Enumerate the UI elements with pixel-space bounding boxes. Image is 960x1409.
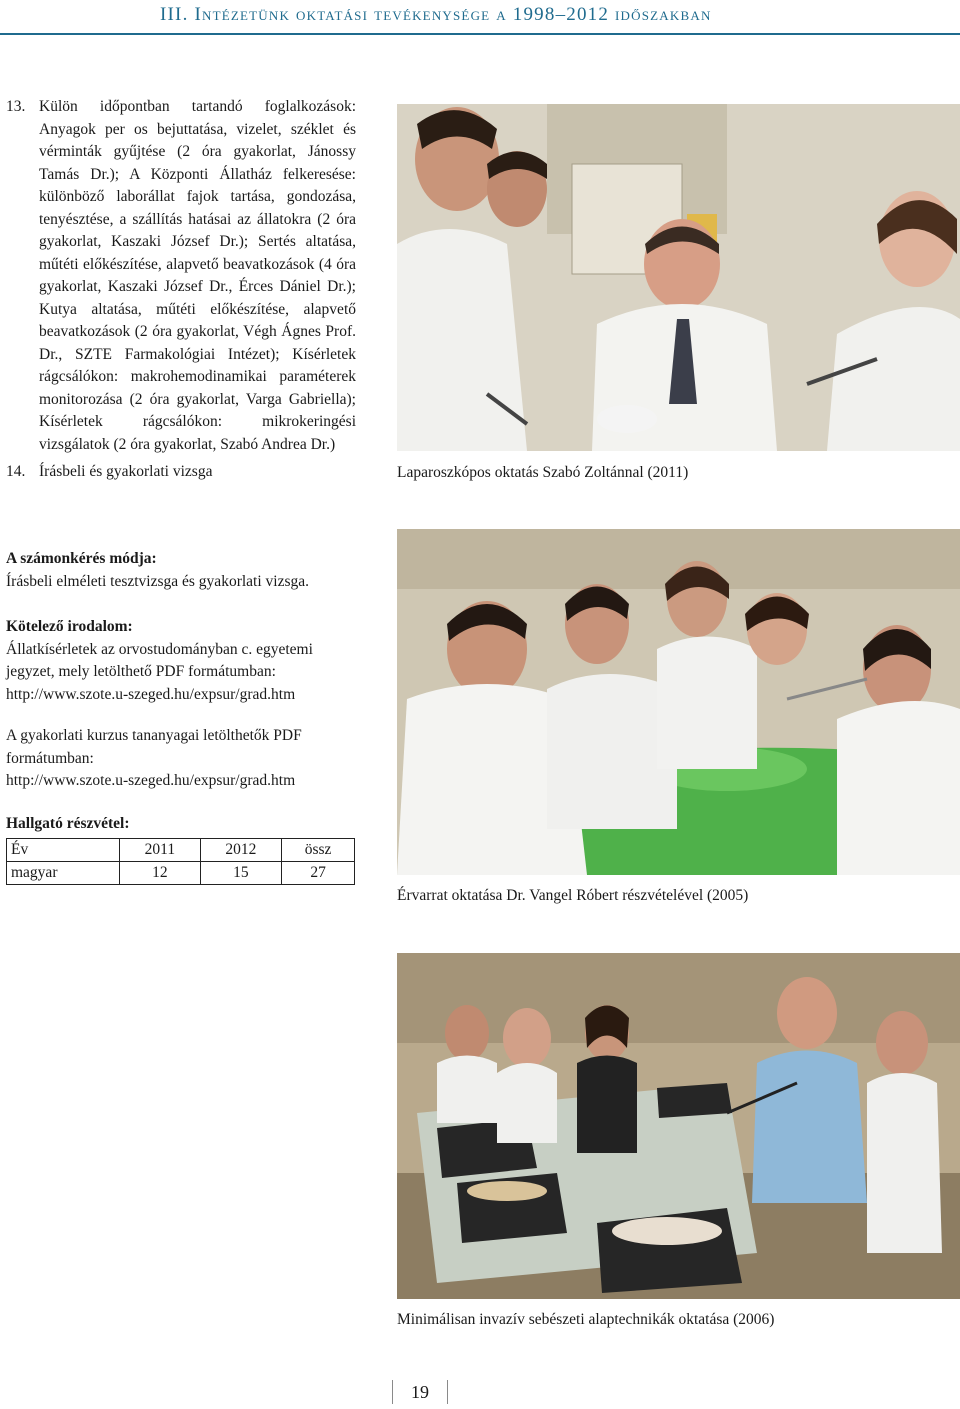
literature-link[interactable]: http://www.szote.u-szeged.hu/expsur/grad.htm bbox=[6, 685, 296, 703]
item-number: 13. bbox=[6, 98, 26, 115]
materials-text: A gyakorlati kurzus tananyagai letölthetők PDF formátumban: bbox=[6, 727, 302, 767]
materials-section bbox=[6, 725, 356, 793]
course-items bbox=[6, 96, 356, 484]
literature-text: Állatkísérletek az orvostudományban c. egyetemi jegyzet, mely letölthető PDF formátumban: bbox=[6, 640, 313, 680]
participation-section bbox=[6, 813, 356, 836]
photo-laparoscopy bbox=[397, 104, 960, 451]
table-cell: 12 bbox=[120, 862, 200, 885]
photo-laparoscopy-caption: Laparoszkópos oktatás Szabó Zoltánnal (2011) bbox=[397, 464, 689, 481]
item-text: Írásbeli és gyakorlati vizsga bbox=[39, 463, 213, 480]
table-cell: Év bbox=[7, 839, 120, 862]
literature-section bbox=[6, 616, 356, 706]
photo-mis-training-caption: Minimálisan invazív sebészeti alaptechnikák oktatása (2006) bbox=[397, 1311, 775, 1328]
header-rule bbox=[0, 33, 960, 35]
table-cell: 15 bbox=[200, 862, 282, 885]
item-text: Külön időpontban tartandó foglalkozások: Anyagok per os bejuttatása, vizelet, széklet és vérminták gyűjtése (2 óra gyakorlat, Jánossy Tamás Dr.); A Központi Állatház felkeresése: különböző laborállat fajok tartása, gondozása, tenyésztése, a szállítás hatásai az állatokra (2 óra gyakorlat, Kaszaki József Dr.); Sertés altatása, műtéti előkészítése, alapvető beavatkozások (4 óra gyakorlat, Kaszaki József Dr., Érces Dániel Dr.); Kutya altatása, műtéti előkészítése, alapvető beavatkozások (2 óra gyakorlat, Végh Ágnes Prof. Dr., SZTE Farmakológiai Intézet); Kísérletek rágcsálókon: makrohemodinamikai paraméterek monitorozása (2 óra gyakorlat, Varga Gabriella); Kísérletek rágcsálókon: mikrokeringési vizsgálatok (2 óra gyakorlat, Szabó Andrea Dr.) bbox=[39, 98, 356, 453]
table-cell: 2012 bbox=[200, 839, 282, 862]
exam-section bbox=[6, 548, 356, 593]
photo-vascular-suture-caption: Érvarrat oktatása Dr. Vangel Róbert részvételével (2005) bbox=[397, 887, 749, 904]
table-row bbox=[7, 862, 355, 885]
list-item bbox=[6, 96, 356, 456]
materials-link[interactable]: http://www.szote.u-szeged.hu/expsur/grad.htm bbox=[6, 772, 296, 789]
photo-laparoscopy-image bbox=[397, 104, 960, 451]
photo-mis-training-image bbox=[397, 953, 960, 1299]
table-header-row bbox=[7, 839, 355, 862]
item-number: 14. bbox=[6, 463, 26, 480]
photo-vascular-suture-image bbox=[397, 529, 960, 875]
chapter-title: III. Intézetünk oktatási tevékenysége a 1998–2012 időszakban bbox=[160, 4, 712, 25]
literature-heading: Kötelező irodalom: bbox=[6, 618, 133, 635]
table-cell: össz bbox=[282, 839, 355, 862]
exam-heading: A számonkérés módja: bbox=[6, 550, 157, 567]
table-cell: 2011 bbox=[120, 839, 200, 862]
photo-vascular-suture bbox=[397, 529, 960, 875]
photo-mis-training bbox=[397, 953, 960, 1299]
page-number: 19 bbox=[392, 1380, 448, 1404]
exam-text: Írásbeli elméleti tesztvizsga és gyakorlati vizsga. bbox=[6, 572, 309, 590]
participation-table bbox=[6, 838, 355, 885]
table-cell: magyar bbox=[7, 862, 120, 885]
table-cell: 27 bbox=[282, 862, 355, 885]
list-item bbox=[6, 461, 356, 484]
participation-heading: Hallgató részvétel: bbox=[6, 815, 130, 832]
